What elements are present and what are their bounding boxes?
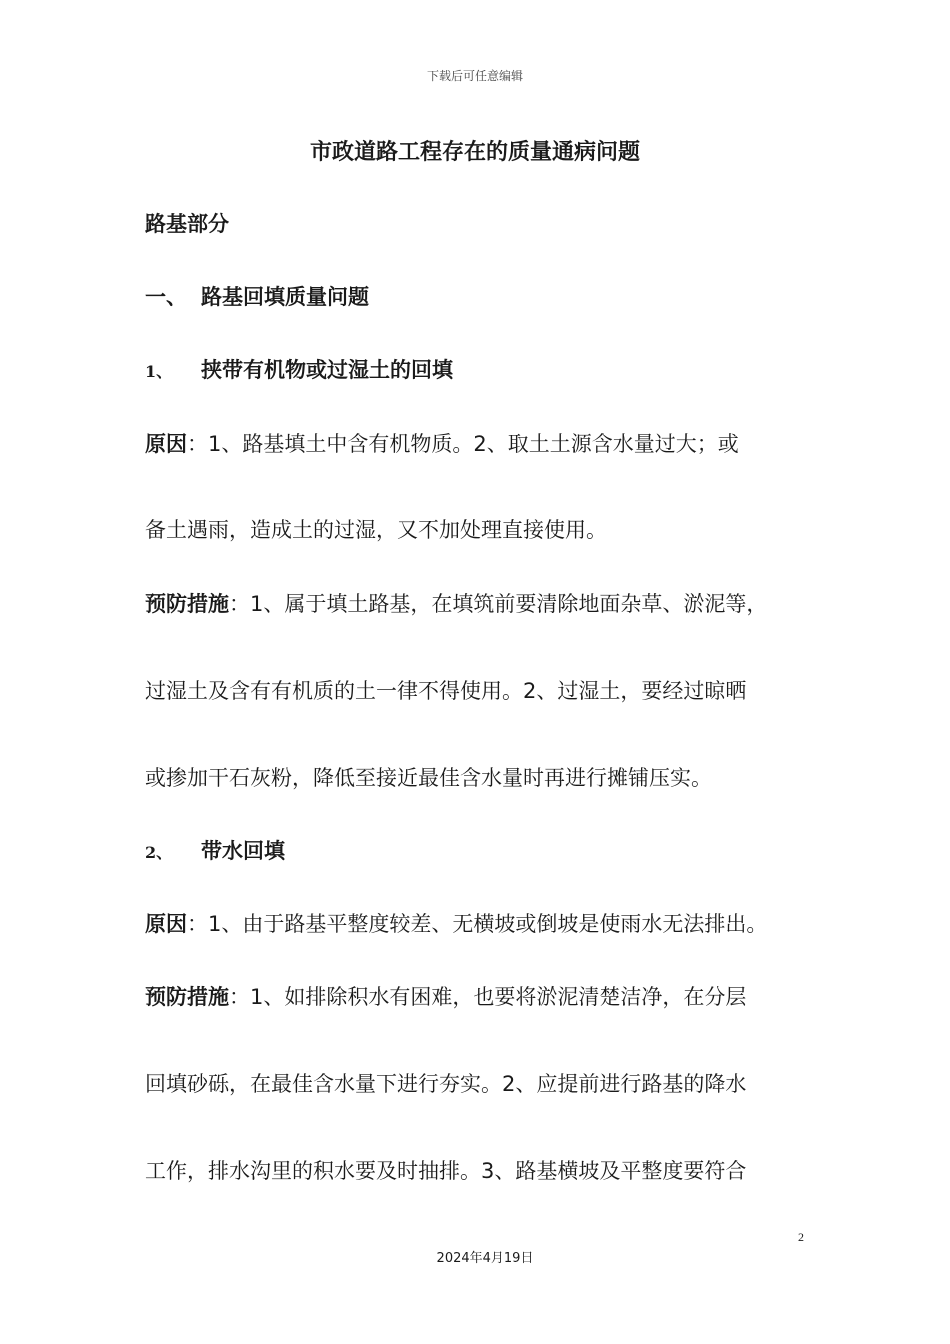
- item-1-prevent-line-3: 或掺加干石灰粉，降低至接近最佳含水量时再进行摊铺压实。: [145, 766, 712, 790]
- item-1-number: 1、: [145, 362, 173, 381]
- item-1-cause-line-1: [145, 428, 739, 458]
- item-1-prevent-line-2: 过湿土及含有有机质的土一律不得使用。2、过湿土，要经过晾晒: [145, 679, 747, 703]
- cause-text: ：1、由于路基平整度较差、无横坡或倒坡是使雨水无法排出。: [187, 912, 768, 936]
- item-2-cause-line-1: [145, 908, 767, 938]
- item-2-prevent-line-2: 回填砂砾，在最佳含水量下进行夯实。2、应提前进行路基的降水: [145, 1072, 747, 1096]
- cause-label: 原因: [145, 432, 187, 456]
- header-note: 下载后可任意编辑: [426, 69, 523, 83]
- heading-1-text: 路基回填质量问题: [201, 285, 369, 309]
- prevent-text: ：1、如排除积水有困难，也要将淤泥清楚洁净，在分层: [229, 985, 747, 1009]
- item-1-prevent-line-1: [145, 588, 767, 618]
- prevent-label: 预防措施: [145, 592, 229, 616]
- item-2-prevent-line-1: [145, 981, 746, 1011]
- item-2-number: 2、: [145, 843, 173, 862]
- cause-text: ：1、路基填土中含有机物质。2、取土土源含水量过大；或: [187, 432, 739, 456]
- page-number: 2: [798, 1230, 804, 1244]
- prevent-text: ：1、属于填土路基，在填筑前要清除地面杂草、淤泥等，: [229, 592, 768, 616]
- item-2-text: 带水回填: [201, 839, 285, 863]
- section-heading: 路基部分: [145, 212, 229, 236]
- document-title: 市政道路工程存在的质量通病问题: [309, 140, 640, 165]
- item-1-cause-line-2: 备土遇雨，造成土的过湿，又不加处理直接使用。: [145, 518, 607, 542]
- heading-1-number: 一、: [145, 285, 187, 309]
- item-2-prevent-line-3: 工作，排水沟里的积水要及时抽排。3、路基横坡及平整度要符合: [145, 1159, 747, 1183]
- prevent-label: 预防措施: [145, 985, 229, 1009]
- cause-label: 原因: [145, 912, 187, 936]
- footer-date: 2024年4月19日: [436, 1251, 534, 1266]
- item-1-text: 挟带有机物或过湿土的回填: [201, 358, 453, 382]
